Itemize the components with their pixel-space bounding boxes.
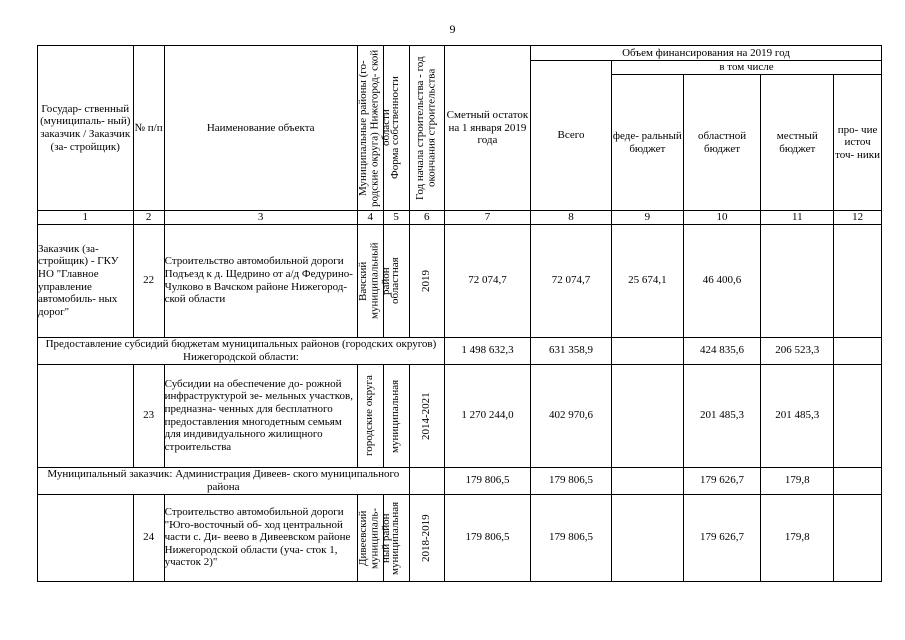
header-districts: Муниципальные районы (го- родские округа) Нижегород- ской области — [357, 46, 383, 211]
row23-total: 402 970,6 — [531, 364, 612, 467]
row23-federal — [612, 364, 684, 467]
subsidy-other — [834, 337, 882, 364]
row24-regional: 179 626,7 — [683, 494, 761, 581]
header-incl: в том числе — [612, 61, 882, 75]
row22-name: Строительство автомобильной дороги Подъезд к д. Щедрино от а/д Федурино-Чулково в Вачском районе Нижегород- ской области — [164, 224, 357, 337]
header-num: № п/п — [133, 46, 164, 211]
row23-regional: 201 485,3 — [683, 364, 761, 467]
subsidy-label: Предоставление субсидий бюджетам муниципальных районов (городских округов) Нижегородской области: — [38, 337, 445, 364]
row23-name: Субсидии на обеспечение до- рожной инфраструктурой зе- мельных участков, предназна- ченных для бесплатного предоставления многодетным семьям для индивидуального жилищного строительства — [164, 364, 357, 467]
header-total: Всего — [531, 61, 612, 211]
header-other: про- чие источ точ- ники — [834, 75, 882, 211]
row22-ownership: областная — [383, 224, 409, 337]
row23-district: городские округа — [357, 364, 383, 467]
row24-name: Строительство автомобильной дороги "Юго-восточный об- ход центральной части с. Ди- веево в Дивеевском районе Нижегородской области (уча- сток 1, участок 2)" — [164, 494, 357, 581]
row24-num: 24 — [133, 494, 164, 581]
col-number: 5 — [383, 211, 409, 225]
col-number: 2 — [133, 211, 164, 225]
row23-years: 2014-2021 — [409, 364, 444, 467]
row22-federal: 25 674,1 — [612, 224, 684, 337]
diveevo-total: 179 806,5 — [531, 467, 612, 494]
row24-years: 2018-2019 — [409, 494, 444, 581]
row22-regional: 46 400,6 — [683, 224, 761, 337]
page-number: 9 — [449, 22, 456, 36]
row23-customer — [38, 364, 134, 467]
col-number: 9 — [612, 211, 684, 225]
row23-local: 201 485,3 — [761, 364, 834, 467]
row23-num: 23 — [133, 364, 164, 467]
subsidy-federal — [612, 337, 684, 364]
row22-estimate: 72 074,7 — [444, 224, 530, 337]
diveevo-years — [409, 467, 444, 494]
subsidy-estimate: 1 498 632,3 — [444, 337, 530, 364]
diveevo-label: Муниципальный заказчик: Администрация Дивеев- ского муниципального района — [38, 467, 410, 494]
row24-customer — [38, 494, 134, 581]
subsidy-regional: 424 835,6 — [683, 337, 761, 364]
col-number: 12 — [834, 211, 882, 225]
col-number: 6 — [409, 211, 444, 225]
header-years: Год начала строительства - год окончания строительства — [409, 46, 444, 211]
subsidy-total: 631 358,9 — [531, 337, 612, 364]
diveevo-federal — [612, 467, 684, 494]
row23-other — [834, 364, 882, 467]
col-number: 3 — [164, 211, 357, 225]
row24-federal — [612, 494, 684, 581]
row24-ownership: муниципальная — [383, 494, 409, 581]
table-row — [38, 364, 882, 467]
table-row — [38, 467, 882, 494]
financing-table — [37, 45, 882, 582]
row24-estimate: 179 806,5 — [444, 494, 530, 581]
subsidy-local: 206 523,3 — [761, 337, 834, 364]
header-federal: феде- ральный бюджет — [612, 75, 684, 211]
table-row — [38, 224, 882, 337]
col-number: 8 — [531, 211, 612, 225]
header-funding-2019: Объем финансирования на 2019 год — [531, 46, 882, 61]
row24-other — [834, 494, 882, 581]
col-number: 4 — [357, 211, 383, 225]
diveevo-other — [834, 467, 882, 494]
col-number: 1 — [38, 211, 134, 225]
diveevo-local: 179,8 — [761, 467, 834, 494]
col-number: 11 — [761, 211, 834, 225]
col-number: 7 — [444, 211, 530, 225]
row24-district: Дивеевский муниципаль- ный район — [357, 494, 383, 581]
row22-total: 72 074,7 — [531, 224, 612, 337]
column-numbers-row — [38, 211, 882, 225]
header-customer: Государ- ственный (муниципаль- ный) заказчик / Заказчик (за- стройщик) — [38, 46, 134, 211]
diveevo-estimate: 179 806,5 — [444, 467, 530, 494]
row22-other — [834, 224, 882, 337]
row23-ownership: муниципальная — [383, 364, 409, 467]
header-local: местный бюджет — [761, 75, 834, 211]
row24-total: 179 806,5 — [531, 494, 612, 581]
row22-years: 2019 — [409, 224, 444, 337]
diveevo-regional: 179 626,7 — [683, 467, 761, 494]
row22-num: 22 — [133, 224, 164, 337]
header-object-name: Наименование объекта — [164, 46, 357, 211]
row22-district: Вачский муниципальный район — [357, 224, 383, 337]
row24-local: 179,8 — [761, 494, 834, 581]
table-row — [38, 494, 882, 581]
col-number: 10 — [683, 211, 761, 225]
table-row — [38, 337, 882, 364]
header-estimate: Сметный остаток на 1 января 2019 года — [444, 46, 530, 211]
row22-local — [761, 224, 834, 337]
header-ownership: Форма собственности — [383, 46, 409, 211]
row22-customer: Заказчик (за- стройщик) - ГКУ НО "Главное управление автомобиль- ных дорог" — [38, 224, 134, 337]
row23-estimate: 1 270 244,0 — [444, 364, 530, 467]
header-regional: областной бюджет — [683, 75, 761, 211]
